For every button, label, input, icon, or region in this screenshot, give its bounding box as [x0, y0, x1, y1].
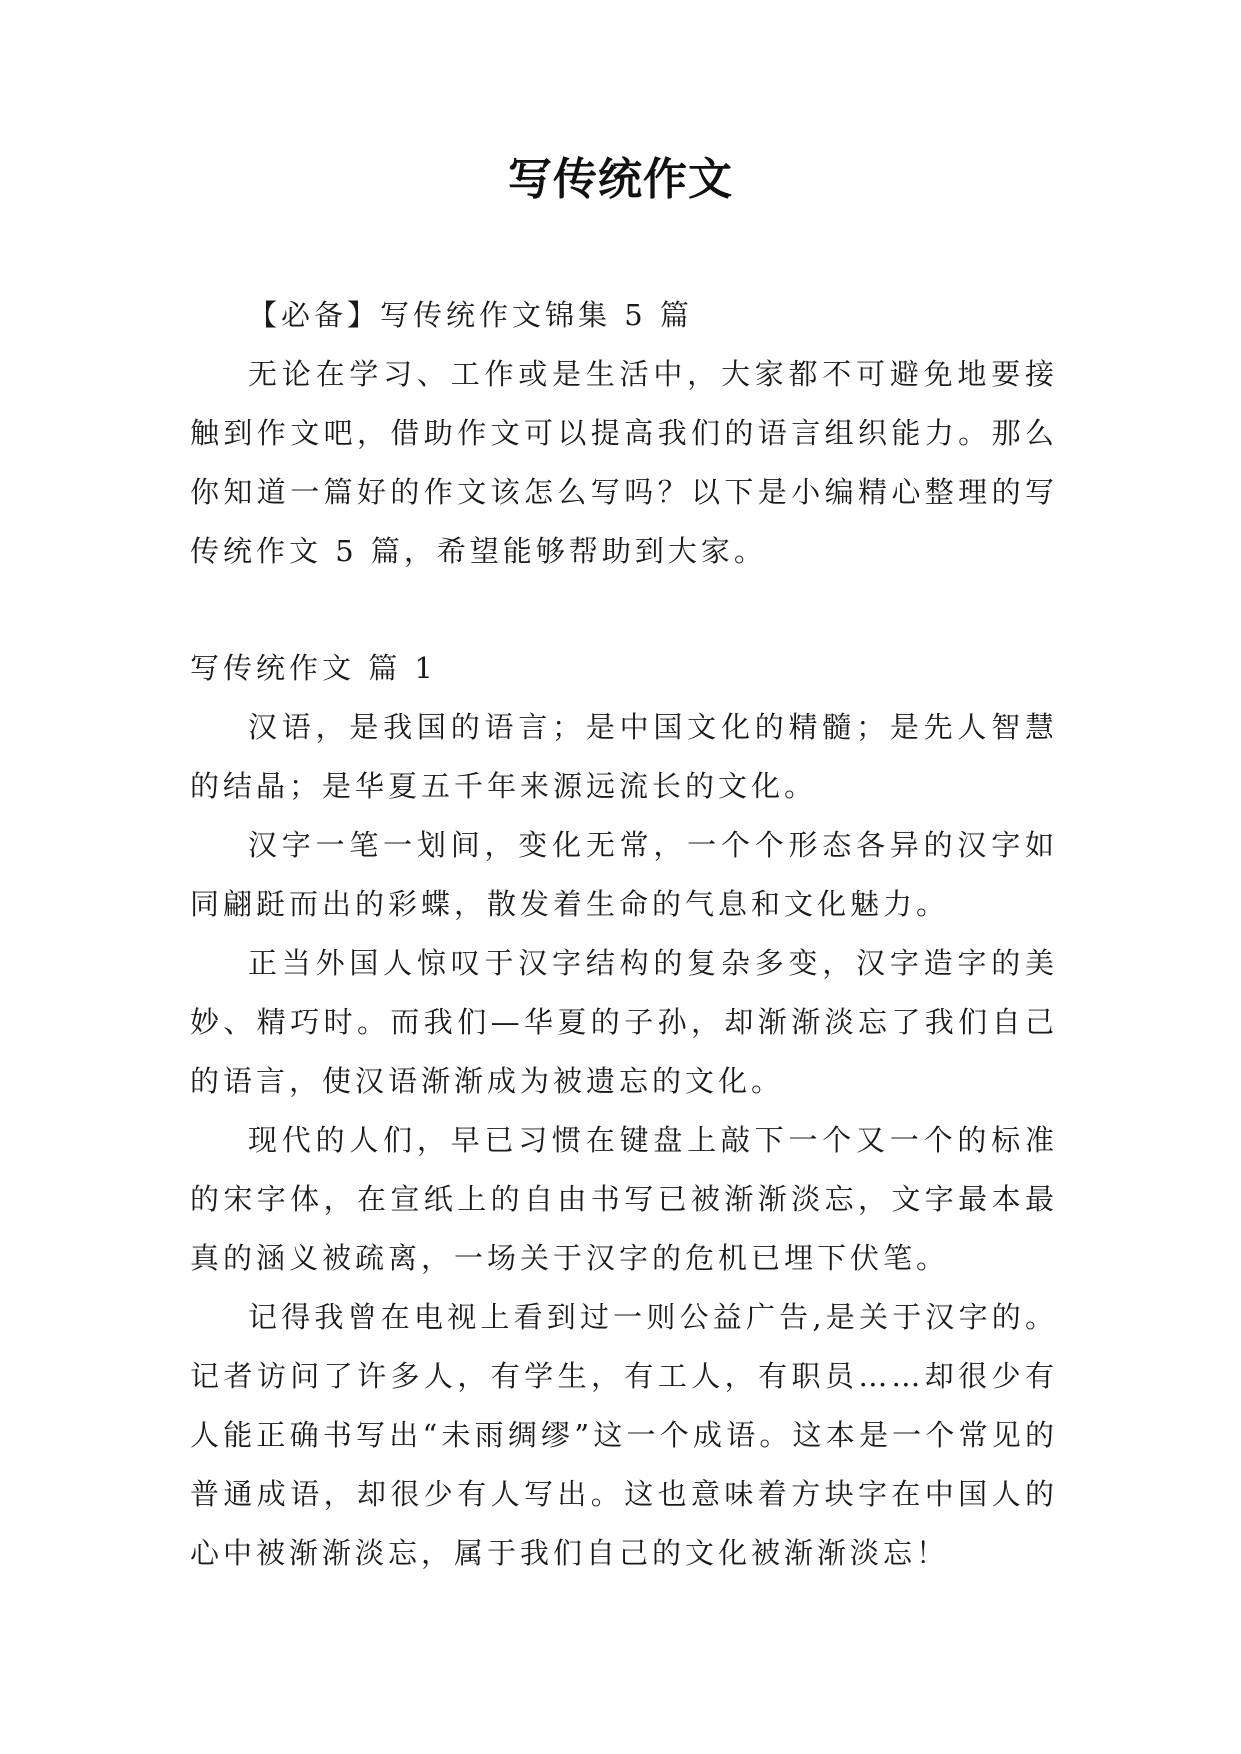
- body-paragraph-3: 正当外国人惊叹于汉字结构的复杂多变，汉字造字的美妙、精巧时。而我们—华夏的子孙，却渐渐淡忘了我们自己的语言，使汉语渐渐成为被遗忘的文化。: [190, 946, 1058, 1098]
- body-paragraph-4: 现代的人们，早已习惯在键盘上敲下一个又一个的标准的宋字体，在宣纸上的自由书写已被渐渐淡忘，文字最本最真的涵义被疏离，一场关于汉字的危机已埋下伏笔。: [190, 1123, 1058, 1275]
- body-paragraph-5: 记得我曾在电视上看到过一则公益广告,是关于汉字的。记者访问了许多人，有学生，有工人，有职员……却很少有人能正确书写出“未雨绸缪”这一个成语。这本是一个常见的普通成语，却很少有人写出。这也意味着方块字在中国人的心中被渐渐淡忘，属于我们自己的文化被渐渐淡忘！: [190, 1300, 1058, 1570]
- intro-line: 【必备】写传统作文锦集 5 篇: [248, 298, 693, 332]
- section-heading: 写传统作文 篇 1: [190, 651, 437, 685]
- section-spacer: [190, 581, 1058, 639]
- body-paragraph-1: 汉语，是我国的语言；是中国文化的精髓；是先人智慧的结晶；是华夏五千年来源远流长的文化。: [190, 710, 1058, 803]
- intro-paragraph: 无论在学习、工作或是生活中，大家都不可避免地要接触到作文吧，借助作文可以提高我们的语言组织能力。那么你知道一篇好的作文该怎么写吗？以下是小编精心整理的写传统作文 5 篇，希望能够帮助到大家。: [190, 357, 1058, 568]
- document-title: 写传统作文: [508, 154, 733, 205]
- document-body: [190, 286, 1058, 1583]
- body-paragraph-2: 汉字一笔一划间，变化无常，一个个形态各异的汉字如同翩跹而出的彩蝶，散发着生命的气息和文化魅力。: [190, 828, 1058, 921]
